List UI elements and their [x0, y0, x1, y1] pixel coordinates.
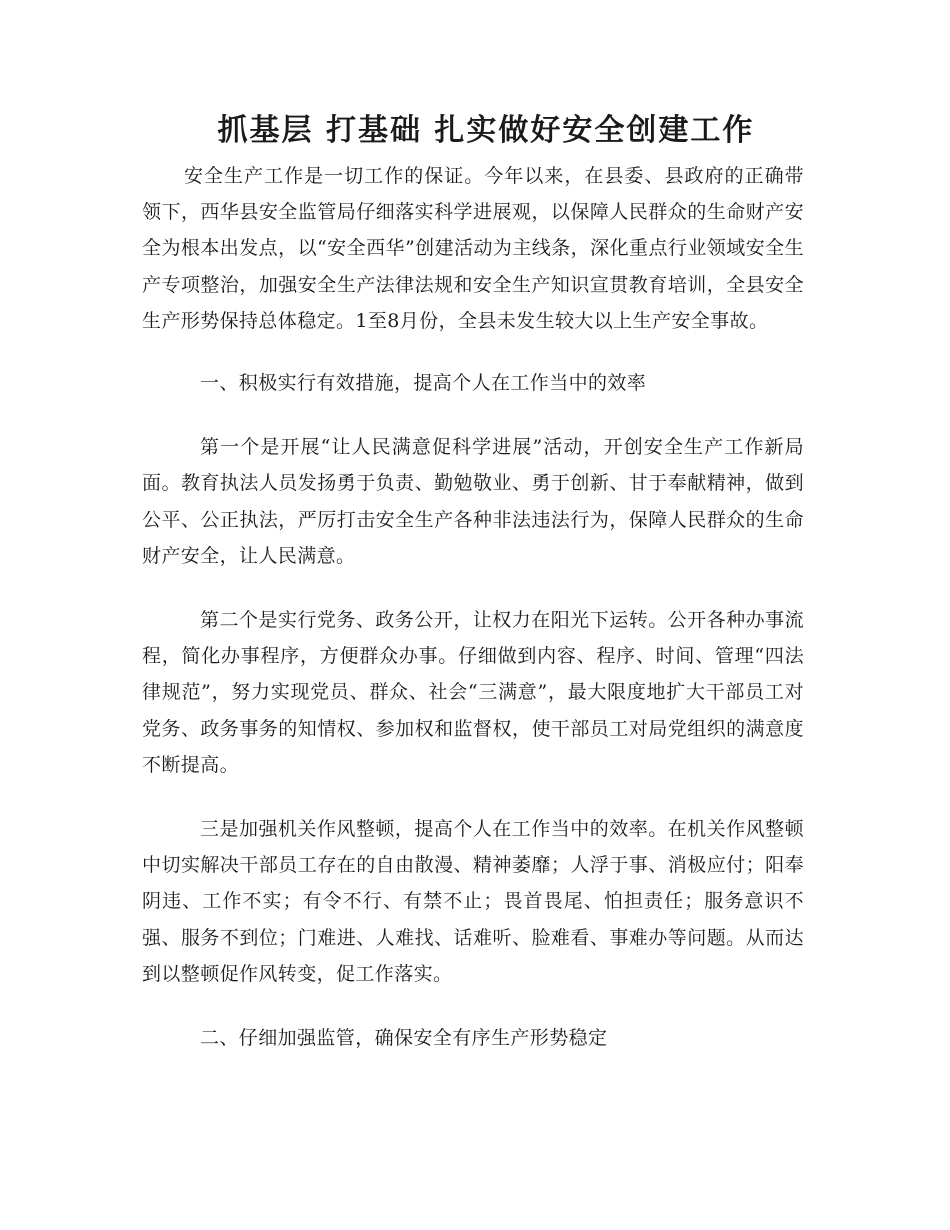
intro-paragraph: 安全生产工作是一切工作的保证。今年以来，在县委、县政府的正确带领下，西华县安全监管局仔细落实科学进展观，以保障人民群众的生命财产安全为根本出发点，以“安全西华”创建活动为主线条，深化重点行业领域安全生产专项整治，加强安全生产法律法规和安全生产知识宣贯教育培训，全县安全生产形势保持总体稳定。1至8月份，全县未发生较大以上生产安全事故。	[142, 165, 804, 332]
paragraph-second-measure: 第二个是实行党务、政务公开，让权力在阳光下运转。公开各种办事流程，简化办事程序，方便群众办事。仔细做到内容、程序、时间、管理“四法律规范”，努力实现党员、群众、社会“三满意”，最大限度地扩大干部员工对党务、政务事务的知情权、参加权和监督权，使干部员工对局党组织的满意度不断提高。	[142, 609, 804, 776]
paragraph-third-measure: 三是加强机关作风整顿，提高个人在工作当中的效率。在机关作风整顿中切实解决干部员工存在的自由散漫、精神萎靡；人浮于事、消极应付；阳奉阴违、工作不实；有令不行、有禁不止；畏首畏尾、怕担责任；服务意识不强、服务不到位；门难进、人难找、话难听、脸难看、事难办等问题。从而达到以整顿促作风转变，促工作落实。	[142, 818, 804, 985]
paragraph-first-measure: 第一个是开展“让人民满意促科学进展”活动，开创安全生产工作新局面。教育执法人员发扬勇于负责、勤勉敬业、勇于创新、甘于奉献精神，做到公平、公正执法，严厉打击安全生产各种非法违法行为，保障人民群众的生命财产安全，让人民满意。	[142, 436, 804, 567]
section-heading-1: 一、积极实行有效措施，提高个人在工作当中的效率	[200, 372, 647, 395]
section-heading-2: 二、仔细加强监管，确保安全有序生产形势稳定	[200, 1027, 608, 1050]
document-title: 抓基层 打基础 扎实做好安全创建工作	[217, 113, 755, 148]
document-page	[142, 108, 804, 1056]
